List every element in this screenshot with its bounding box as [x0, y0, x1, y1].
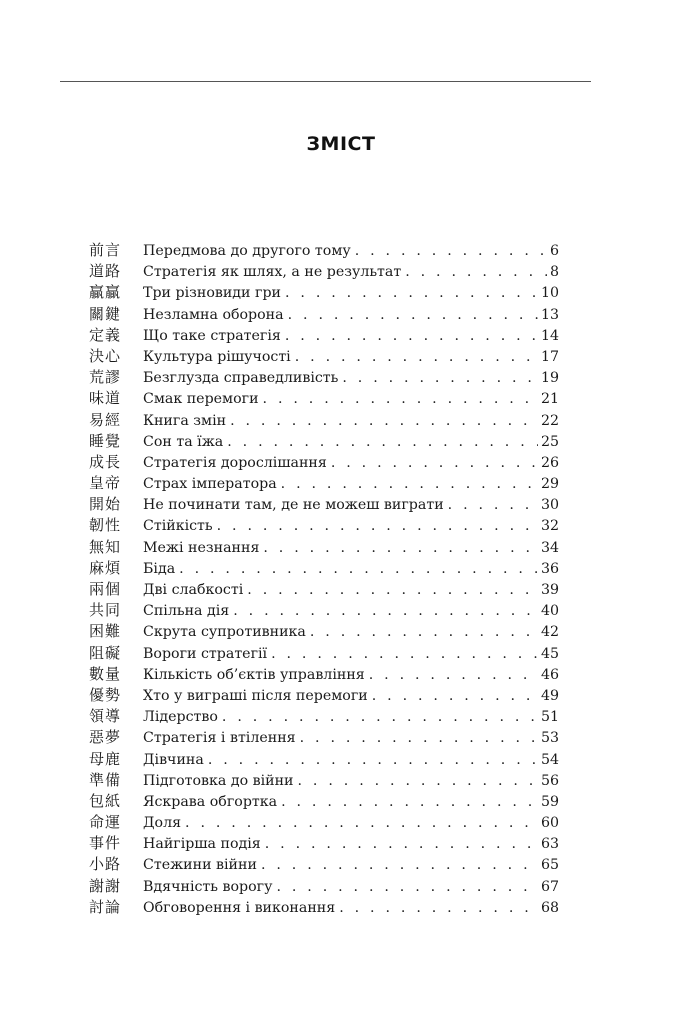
toc-dot-leader [208, 750, 538, 771]
toc-page-number: 42 [540, 624, 559, 641]
toc-page-number: 40 [540, 603, 559, 620]
toc-hanzi: 味道 [89, 389, 122, 408]
toc-hanzi: 荒謬 [89, 368, 122, 387]
toc-page-number: 68 [540, 899, 559, 916]
toc-entry-title: Кількість об’єктів управління [143, 666, 365, 683]
toc-hanzi: 無知 [89, 537, 122, 556]
toc-row[interactable] [89, 452, 559, 473]
toc-hanzi: 前言 [89, 241, 122, 259]
toc-row[interactable] [89, 410, 559, 431]
toc-page-number: 17 [540, 348, 559, 365]
toc-row[interactable] [89, 473, 559, 494]
toc-entry [143, 538, 559, 559]
toc-row[interactable] [89, 537, 559, 558]
toc-entry-title: Сон та їжа [143, 433, 224, 450]
toc-entry [143, 432, 559, 453]
toc-page-number: 45 [540, 645, 559, 662]
toc-entry-title: Книга змін [143, 412, 227, 429]
toc-row[interactable] [89, 431, 559, 452]
toc-hanzi: 贏贏 [89, 283, 122, 302]
toc-row[interactable] [89, 706, 559, 727]
toc-dot-leader [263, 538, 538, 559]
toc-entry-title: Три різновиди гри [143, 285, 281, 302]
toc-dot-leader [265, 834, 538, 855]
toc-entry [143, 665, 559, 686]
toc-row[interactable] [89, 812, 559, 833]
toc-row[interactable] [89, 854, 559, 875]
toc-page-number: 19 [540, 370, 559, 387]
toc-row[interactable] [89, 791, 559, 812]
toc-dot-leader [285, 326, 538, 347]
toc-page-number: 22 [540, 412, 559, 429]
toc-entry-title: Культура рішучості [143, 348, 291, 365]
toc-row[interactable] [89, 685, 559, 706]
toc-page-number: 51 [540, 709, 559, 726]
toc-entry [143, 453, 559, 474]
toc-entry [143, 877, 559, 898]
toc-hanzi: 命運 [89, 813, 122, 832]
toc-hanzi: 母鹿 [89, 749, 122, 768]
toc-dot-leader [247, 580, 538, 601]
toc-hanzi: 麻煩 [89, 558, 122, 577]
toc-page-number: 46 [540, 666, 559, 683]
toc-row[interactable] [89, 621, 559, 642]
toc-dot-leader [288, 305, 538, 326]
toc-entry [143, 750, 559, 771]
toc-entry-title: Вороги стратегії [143, 645, 268, 662]
toc-entry [143, 411, 559, 432]
toc-row[interactable] [89, 897, 559, 918]
toc-row[interactable] [89, 240, 559, 261]
toc-entry-title: Скрута супротивника [143, 624, 306, 641]
toc-entry [143, 474, 559, 495]
toc-hanzi: 皇帝 [89, 474, 122, 493]
toc-entry [143, 368, 559, 389]
toc-hanzi: 事件 [89, 834, 122, 853]
toc-row[interactable] [89, 749, 559, 770]
toc-entry [143, 559, 559, 580]
toc-row[interactable] [89, 770, 559, 791]
toc-hanzi: 惡夢 [89, 728, 122, 747]
toc-row[interactable] [89, 558, 559, 579]
toc-entry-title: Біда [143, 560, 176, 577]
toc-dot-leader [271, 644, 538, 665]
toc-row[interactable] [89, 579, 559, 600]
toc-page-number: 54 [540, 751, 559, 768]
toc-dot-leader [405, 262, 547, 283]
toc-hanzi: 兩個 [89, 580, 122, 598]
toc-row[interactable] [89, 325, 559, 346]
toc-row[interactable] [89, 876, 559, 897]
toc-hanzi: 討論 [89, 897, 122, 916]
toc-dot-leader [276, 877, 537, 898]
toc-page-number: 29 [540, 476, 559, 493]
toc-dot-leader [372, 686, 538, 707]
toc-dot-leader [339, 898, 538, 919]
toc-dot-leader [295, 347, 538, 368]
page-title: ЗМІСТ [306, 133, 376, 155]
toc-entry [143, 686, 559, 707]
toc-hanzi: 謝謝 [89, 876, 122, 895]
toc-entry [143, 855, 559, 876]
toc-row[interactable] [89, 388, 559, 409]
toc-page-number: 60 [540, 815, 559, 832]
toc-hanzi: 阻礙 [89, 643, 122, 662]
toc-entry [143, 898, 559, 919]
toc-entry [143, 707, 559, 728]
toc-dot-leader [448, 495, 538, 516]
toc-entry-title: Стратегія і втілення [143, 730, 296, 747]
toc-dot-leader [222, 707, 538, 728]
toc-entry [143, 283, 559, 304]
toc-dot-leader [355, 241, 547, 262]
toc-hanzi: 定義 [89, 325, 122, 344]
table-of-contents [89, 240, 559, 918]
toc-page-number: 34 [540, 539, 559, 556]
toc-page-number: 53 [540, 730, 559, 747]
toc-row[interactable] [89, 515, 559, 536]
toc-dot-leader [331, 453, 538, 474]
toc-hanzi: 韌性 [89, 516, 122, 535]
toc-dot-leader [369, 665, 538, 686]
toc-page-number: 21 [540, 391, 559, 408]
toc-entry-title: Найгірша подія [143, 836, 261, 853]
toc-entry-title: Стежини війни [143, 857, 257, 874]
toc-entry [143, 601, 559, 622]
toc-entry-title: Лідерство [143, 709, 218, 726]
toc-entry-title: Безглузда справедливість [143, 370, 339, 387]
toc-hanzi: 睡覺 [89, 431, 122, 450]
toc-entry [143, 580, 559, 601]
toc-hanzi: 領導 [89, 707, 122, 726]
toc-row[interactable] [89, 727, 559, 748]
toc-entry-title: Дві слабкості [143, 582, 244, 598]
toc-page-number: 63 [540, 836, 559, 853]
toc-entry [143, 516, 559, 537]
toc-hanzi: 準備 [89, 770, 122, 789]
toc-row[interactable] [89, 261, 559, 282]
toc-dot-leader [230, 411, 538, 432]
toc-dot-leader [285, 283, 538, 304]
toc-row[interactable] [89, 304, 559, 325]
toc-dot-leader [300, 728, 538, 749]
toc-hanzi: 小路 [89, 855, 122, 874]
top-rule [60, 81, 591, 82]
toc-hanzi: 優勢 [89, 685, 122, 704]
toc-entry [143, 495, 559, 516]
toc-entry [143, 389, 559, 410]
toc-hanzi: 關鍵 [89, 304, 122, 323]
toc-dot-leader [281, 474, 538, 495]
toc-entry-title: Стратегія як шлях, а не результат [143, 264, 402, 281]
toc-entry [143, 644, 559, 665]
toc-dot-leader [310, 622, 538, 643]
toc-hanzi: 困難 [89, 622, 122, 641]
toc-entry [143, 347, 559, 368]
toc-dot-leader [185, 813, 538, 834]
toc-page-number: 39 [540, 582, 559, 598]
toc-entry-title: Смак перемоги [143, 391, 259, 408]
toc-page-number: 56 [540, 772, 559, 789]
toc-entry-title: Вдячність ворогу [143, 878, 273, 895]
toc-entry-title: Стратегія дорослішання [143, 454, 327, 471]
toc-dot-leader [233, 601, 538, 622]
toc-entry [143, 326, 559, 347]
toc-row[interactable] [89, 833, 559, 854]
toc-entry [143, 792, 559, 813]
toc-entry-title: Дівчина [143, 751, 204, 768]
toc-page-number: 49 [540, 687, 559, 704]
toc-hanzi: 數量 [89, 664, 122, 683]
toc-page-number: 30 [540, 497, 559, 514]
toc-entry [143, 728, 559, 749]
toc-entry-title: Страх імператора [143, 476, 277, 493]
toc-page-number: 10 [540, 285, 559, 302]
toc-entry-title: Межі незнання [143, 539, 260, 556]
toc-dot-leader [263, 389, 538, 410]
toc-page-number: 65 [540, 857, 559, 874]
toc-page-number: 59 [540, 793, 559, 810]
toc-page-number: 6 [549, 243, 559, 259]
toc-entry [143, 813, 559, 834]
toc-row[interactable] [89, 664, 559, 685]
toc-dot-leader [179, 559, 538, 580]
toc-row[interactable] [89, 643, 559, 664]
toc-hanzi: 易經 [89, 410, 122, 429]
toc-dot-leader [217, 516, 538, 537]
toc-entry-title: Підготовка до війни [143, 772, 294, 789]
toc-page-number: 8 [549, 264, 559, 281]
toc-dot-leader [342, 368, 538, 389]
toc-entry-title: Спільна дія [143, 603, 230, 620]
toc-row[interactable] [89, 282, 559, 303]
toc-page-number: 32 [540, 518, 559, 535]
toc-row[interactable] [89, 600, 559, 621]
toc-page-number: 36 [540, 560, 559, 577]
toc-page-number: 26 [540, 454, 559, 471]
toc-hanzi: 包紙 [89, 791, 122, 810]
toc-entry [143, 241, 559, 262]
toc-dot-leader [227, 432, 538, 453]
toc-entry-title: Передмова до другого тому [143, 243, 351, 259]
toc-dot-leader [298, 771, 538, 792]
toc-entry [143, 771, 559, 792]
toc-hanzi: 成長 [89, 452, 122, 471]
toc-entry [143, 834, 559, 855]
toc-entry-title: Яскрава обгортка [143, 793, 278, 810]
toc-row[interactable] [89, 367, 559, 388]
toc-entry [143, 262, 559, 283]
toc-hanzi: 決心 [89, 346, 122, 365]
toc-entry [143, 305, 559, 326]
toc-hanzi: 道路 [89, 262, 122, 281]
toc-entry-title: Стійкість [143, 518, 213, 535]
toc-entry-title: Обговорення і виконання [143, 899, 336, 916]
toc-row[interactable] [89, 494, 559, 515]
toc-entry-title: Незламна оборона [143, 306, 284, 323]
toc-page-number: 14 [540, 327, 559, 344]
toc-entry [143, 622, 559, 643]
toc-entry-title: Не починати там, де не можеш виграти [143, 497, 444, 514]
toc-row[interactable] [89, 346, 559, 367]
toc-entry-title: Доля [143, 815, 182, 832]
toc-entry-title: Що таке стратегія [143, 327, 281, 344]
toc-page-number: 67 [540, 878, 559, 895]
toc-dot-leader [281, 792, 538, 813]
toc-entry-title: Хто у виграші після перемоги [143, 687, 368, 704]
toc-hanzi: 開始 [89, 495, 122, 514]
toc-page-number: 13 [540, 306, 559, 323]
toc-hanzi: 共同 [89, 601, 122, 620]
toc-dot-leader [261, 855, 538, 876]
toc-page-number: 25 [540, 433, 559, 450]
